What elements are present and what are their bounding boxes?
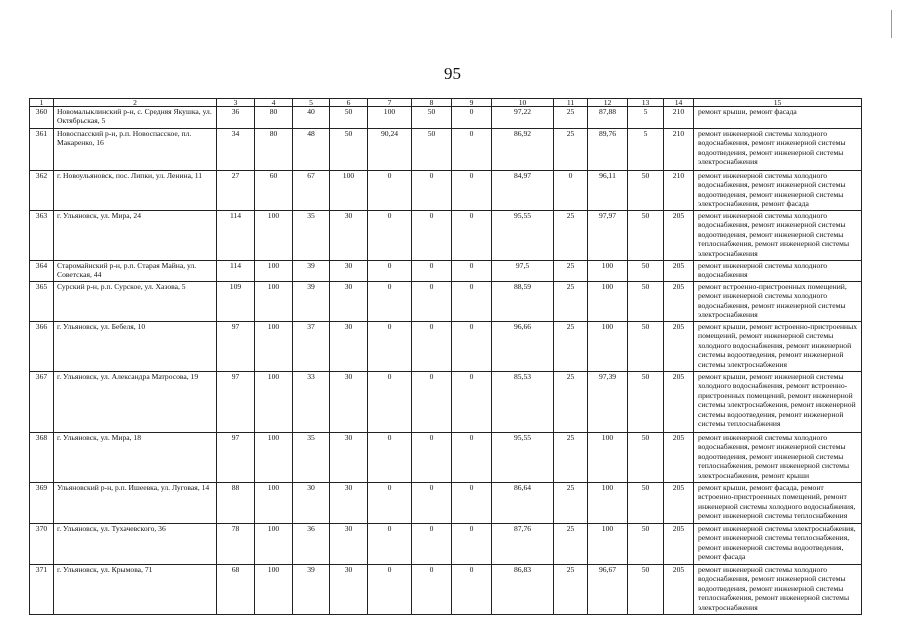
row-number-cell: 370 — [30, 524, 54, 565]
works-cell: ремонт инженерной системы холодного водоснабжения — [694, 261, 862, 282]
value-cell: 210 — [664, 107, 694, 129]
column-header-5: 5 — [293, 99, 330, 107]
value-cell: 96,11 — [588, 171, 628, 211]
row-number-cell: 369 — [30, 483, 54, 524]
works-cell: ремонт инженерной системы холодного водоснабжения, ремонт инженерной системы водоотведения, ремонт инженерной системы теплоснабжения, ремонт инженерной системы электроснабжения, ремонт крыши — [694, 433, 862, 483]
value-cell: 0 — [368, 433, 412, 483]
table-row — [30, 282, 862, 322]
column-header-3: 3 — [217, 99, 255, 107]
value-cell: 30 — [293, 483, 330, 524]
value-cell: 97,97 — [588, 211, 628, 261]
value-cell: 0 — [452, 483, 492, 524]
value-cell: 0 — [412, 483, 452, 524]
value-cell: 0 — [452, 171, 492, 211]
value-cell: 50 — [412, 129, 452, 171]
value-cell: 0 — [368, 211, 412, 261]
value-cell: 0 — [412, 171, 452, 211]
address-cell: г. Новоульяновск, пос. Липки, ул. Ленина, 11 — [54, 171, 217, 211]
address-cell: г. Ульяновск, ул. Тухачевского, 36 — [54, 524, 217, 565]
column-header-4: 4 — [255, 99, 293, 107]
value-cell: 67 — [293, 171, 330, 211]
value-cell: 90,24 — [368, 129, 412, 171]
works-cell: ремонт инженерной системы холодного водоснабжения, ремонт инженерной системы водоотведения, ремонт инженерной системы электроснабжения — [694, 129, 862, 171]
works-cell: ремонт встроенно-пристроенных помещений, ремонт инженерной системы холодного водоснабжения, ремонт инженерной системы электроснабжения — [694, 282, 862, 322]
value-cell: 0 — [368, 322, 412, 372]
value-cell: 0 — [368, 483, 412, 524]
value-cell: 0 — [412, 524, 452, 565]
value-cell: 100 — [368, 107, 412, 129]
column-header-10: 10 — [492, 99, 554, 107]
value-cell: 27 — [217, 171, 255, 211]
value-cell: 97,22 — [492, 107, 554, 129]
row-number-cell: 366 — [30, 322, 54, 372]
value-cell: 100 — [255, 282, 293, 322]
value-cell: 0 — [452, 524, 492, 565]
works-cell: ремонт инженерной системы холодного водоснабжения, ремонт инженерной системы водоотведения, ремонт инженерной системы теплоснабжения, ремонт инженерной системы электроснабжения — [694, 565, 862, 615]
table-row — [30, 211, 862, 261]
value-cell: 50 — [628, 261, 664, 282]
value-cell: 84,97 — [492, 171, 554, 211]
column-header-13: 13 — [628, 99, 664, 107]
value-cell: 30 — [330, 524, 368, 565]
value-cell: 89,76 — [588, 129, 628, 171]
value-cell: 48 — [293, 129, 330, 171]
value-cell: 0 — [452, 129, 492, 171]
value-cell: 39 — [293, 565, 330, 615]
value-cell: 0 — [412, 433, 452, 483]
value-cell: 34 — [217, 129, 255, 171]
value-cell: 33 — [293, 372, 330, 433]
column-header-1: 1 — [30, 99, 54, 107]
value-cell: 210 — [664, 171, 694, 211]
value-cell: 30 — [330, 261, 368, 282]
value-cell: 0 — [452, 261, 492, 282]
value-cell: 86,92 — [492, 129, 554, 171]
value-cell: 97 — [217, 322, 255, 372]
address-cell: г. Ульяновск, ул. Мира, 18 — [54, 433, 217, 483]
value-cell: 25 — [554, 282, 588, 322]
value-cell: 114 — [217, 261, 255, 282]
value-cell: 100 — [255, 565, 293, 615]
value-cell: 0 — [452, 211, 492, 261]
value-cell: 100 — [588, 261, 628, 282]
address-cell: Новоспасский р-н, р.п. Новоспасское, пл. Макаренко, 16 — [54, 129, 217, 171]
value-cell: 50 — [628, 433, 664, 483]
value-cell: 205 — [664, 282, 694, 322]
value-cell: 37 — [293, 322, 330, 372]
table-row — [30, 129, 862, 171]
value-cell: 100 — [588, 282, 628, 322]
value-cell: 97 — [217, 372, 255, 433]
address-cell: г. Ульяновск, ул. Александра Матросова, 19 — [54, 372, 217, 433]
value-cell: 0 — [368, 261, 412, 282]
table-row — [30, 372, 862, 433]
value-cell: 80 — [255, 129, 293, 171]
value-cell: 205 — [664, 211, 694, 261]
value-cell: 25 — [554, 129, 588, 171]
works-cell: ремонт крыши, ремонт встроенно-пристроенных помещений, ремонт инженерной системы холодного водоснабжения, ремонт инженерной системы водоотведения, ремонт инженерной системы электроснабжения — [694, 322, 862, 372]
value-cell: 25 — [554, 565, 588, 615]
value-cell: 100 — [255, 261, 293, 282]
value-cell: 50 — [628, 483, 664, 524]
header-row — [30, 99, 862, 107]
table-row — [30, 171, 862, 211]
value-cell: 100 — [588, 433, 628, 483]
table-row — [30, 107, 862, 129]
scan-edge-mark — [891, 10, 892, 38]
value-cell: 205 — [664, 433, 694, 483]
value-cell: 0 — [452, 565, 492, 615]
value-cell: 87,76 — [492, 524, 554, 565]
value-cell: 205 — [664, 565, 694, 615]
value-cell: 205 — [664, 372, 694, 433]
value-cell: 78 — [217, 524, 255, 565]
value-cell: 205 — [664, 261, 694, 282]
value-cell: 86,64 — [492, 483, 554, 524]
value-cell: 80 — [255, 107, 293, 129]
value-cell: 30 — [330, 372, 368, 433]
value-cell: 36 — [293, 524, 330, 565]
table-body — [30, 107, 862, 615]
column-header-11: 11 — [554, 99, 588, 107]
value-cell: 0 — [368, 524, 412, 565]
value-cell: 0 — [452, 282, 492, 322]
value-cell: 30 — [330, 211, 368, 261]
value-cell: 39 — [293, 282, 330, 322]
value-cell: 50 — [628, 565, 664, 615]
table-row — [30, 565, 862, 615]
value-cell: 100 — [255, 433, 293, 483]
value-cell: 40 — [293, 107, 330, 129]
address-cell: Новомалыклинский р-н, с. Средняя Якушка, ул. Октябрьская, 5 — [54, 107, 217, 129]
value-cell: 25 — [554, 483, 588, 524]
table-row — [30, 322, 862, 372]
works-cell: ремонт инженерной системы холодного водоснабжения, ремонт инженерной системы водоотведения, ремонт инженерной системы теплоснабжения, ремонт инженерной системы электроснабжения — [694, 211, 862, 261]
value-cell: 109 — [217, 282, 255, 322]
value-cell: 50 — [628, 211, 664, 261]
value-cell: 0 — [452, 107, 492, 129]
value-cell: 36 — [217, 107, 255, 129]
value-cell: 25 — [554, 107, 588, 129]
value-cell: 30 — [330, 483, 368, 524]
column-header-2: 2 — [54, 99, 217, 107]
value-cell: 0 — [368, 565, 412, 615]
row-number-cell: 368 — [30, 433, 54, 483]
row-number-cell: 367 — [30, 372, 54, 433]
table-row — [30, 433, 862, 483]
value-cell: 60 — [255, 171, 293, 211]
address-cell: г. Ульяновск, ул. Крымова, 71 — [54, 565, 217, 615]
works-cell: ремонт инженерной системы электроснабжения, ремонт инженерной системы теплоснабжения, ремонт инженерной системы водоотведения, ремонт фасада — [694, 524, 862, 565]
value-cell: 86,83 — [492, 565, 554, 615]
column-header-12: 12 — [588, 99, 628, 107]
value-cell: 100 — [255, 524, 293, 565]
row-number-cell: 360 — [30, 107, 54, 129]
column-header-6: 6 — [330, 99, 368, 107]
column-header-15: 15 — [694, 99, 862, 107]
value-cell: 0 — [452, 372, 492, 433]
value-cell: 50 — [628, 322, 664, 372]
value-cell: 114 — [217, 211, 255, 261]
value-cell: 205 — [664, 524, 694, 565]
value-cell: 95,55 — [492, 433, 554, 483]
table-row — [30, 524, 862, 565]
value-cell: 25 — [554, 524, 588, 565]
value-cell: 35 — [293, 433, 330, 483]
value-cell: 97,5 — [492, 261, 554, 282]
value-cell: 0 — [368, 171, 412, 211]
table-row — [30, 261, 862, 282]
value-cell: 100 — [255, 483, 293, 524]
value-cell: 210 — [664, 129, 694, 171]
page-number: 95 — [444, 64, 461, 83]
value-cell: 30 — [330, 282, 368, 322]
value-cell: 35 — [293, 211, 330, 261]
value-cell: 205 — [664, 322, 694, 372]
row-number-cell: 371 — [30, 565, 54, 615]
value-cell: 25 — [554, 261, 588, 282]
address-cell: Сурский р-н, р.п. Сурское, ул. Хазова, 5 — [54, 282, 217, 322]
value-cell: 88 — [217, 483, 255, 524]
value-cell: 50 — [330, 107, 368, 129]
value-cell: 205 — [664, 483, 694, 524]
works-cell: ремонт инженерной системы холодного водоснабжения, ремонт инженерной системы водоотведения, ремонт инженерной системы электроснабжения, ремонт фасада — [694, 171, 862, 211]
value-cell: 0 — [412, 211, 452, 261]
value-cell: 0 — [412, 565, 452, 615]
value-cell: 96,67 — [588, 565, 628, 615]
value-cell: 30 — [330, 433, 368, 483]
value-cell: 88,59 — [492, 282, 554, 322]
value-cell: 0 — [368, 282, 412, 322]
value-cell: 0 — [368, 372, 412, 433]
value-cell: 95,55 — [492, 211, 554, 261]
value-cell: 50 — [628, 282, 664, 322]
value-cell: 85,53 — [492, 372, 554, 433]
value-cell: 100 — [588, 322, 628, 372]
address-cell: Ульяновский р-н, р.п. Ишеевка, ул. Луговая, 14 — [54, 483, 217, 524]
row-number-cell: 361 — [30, 129, 54, 171]
value-cell: 5 — [628, 129, 664, 171]
row-number-cell: 362 — [30, 171, 54, 211]
column-header-8: 8 — [412, 99, 452, 107]
address-cell: г. Ульяновск, ул. Бебеля, 10 — [54, 322, 217, 372]
value-cell: 100 — [255, 211, 293, 261]
value-cell: 30 — [330, 565, 368, 615]
row-number-cell: 363 — [30, 211, 54, 261]
value-cell: 5 — [628, 107, 664, 129]
value-cell: 100 — [255, 322, 293, 372]
value-cell: 25 — [554, 433, 588, 483]
value-cell: 50 — [412, 107, 452, 129]
value-cell: 97,39 — [588, 372, 628, 433]
value-cell: 100 — [588, 524, 628, 565]
column-header-9: 9 — [452, 99, 492, 107]
row-number-cell: 365 — [30, 282, 54, 322]
value-cell: 50 — [628, 171, 664, 211]
value-cell: 0 — [554, 171, 588, 211]
column-header-14: 14 — [664, 99, 694, 107]
address-cell: Старомайнский р-н, р.п. Старая Майна, ул. Советская, 44 — [54, 261, 217, 282]
works-cell: ремонт крыши, ремонт фасада, ремонт встроенно-пристроенных помещений, ремонт инженерной системы холодного водоснабжения, ремонт инженерной системы теплоснабжения — [694, 483, 862, 524]
value-cell: 96,66 — [492, 322, 554, 372]
value-cell: 50 — [628, 524, 664, 565]
value-cell: 87,88 — [588, 107, 628, 129]
address-cell: г. Ульяновск, ул. Мира, 24 — [54, 211, 217, 261]
value-cell: 50 — [628, 372, 664, 433]
value-cell: 100 — [255, 372, 293, 433]
value-cell: 97 — [217, 433, 255, 483]
column-header-7: 7 — [368, 99, 412, 107]
value-cell: 39 — [293, 261, 330, 282]
value-cell: 100 — [588, 483, 628, 524]
works-cell: ремонт крыши, ремонт инженерной системы холодного водоснабжения, ремонт встроенно-пристроенных помещений, ремонт инженерной системы электроснабжения, ремонт инженерной системы водоотведения, ремонт инженерной системы теплоснабжения — [694, 372, 862, 433]
value-cell: 0 — [452, 322, 492, 372]
value-cell: 100 — [330, 171, 368, 211]
row-number-cell: 364 — [30, 261, 54, 282]
value-cell: 25 — [554, 322, 588, 372]
value-cell: 25 — [554, 211, 588, 261]
works-cell: ремонт крыши, ремонт фасада — [694, 107, 862, 129]
value-cell: 68 — [217, 565, 255, 615]
value-cell: 30 — [330, 322, 368, 372]
value-cell: 0 — [412, 322, 452, 372]
value-cell: 0 — [412, 282, 452, 322]
repair-schedule-table — [29, 98, 862, 615]
value-cell: 50 — [330, 129, 368, 171]
value-cell: 0 — [412, 261, 452, 282]
value-cell: 0 — [412, 372, 452, 433]
value-cell: 25 — [554, 372, 588, 433]
table-row — [30, 483, 862, 524]
value-cell: 0 — [452, 433, 492, 483]
